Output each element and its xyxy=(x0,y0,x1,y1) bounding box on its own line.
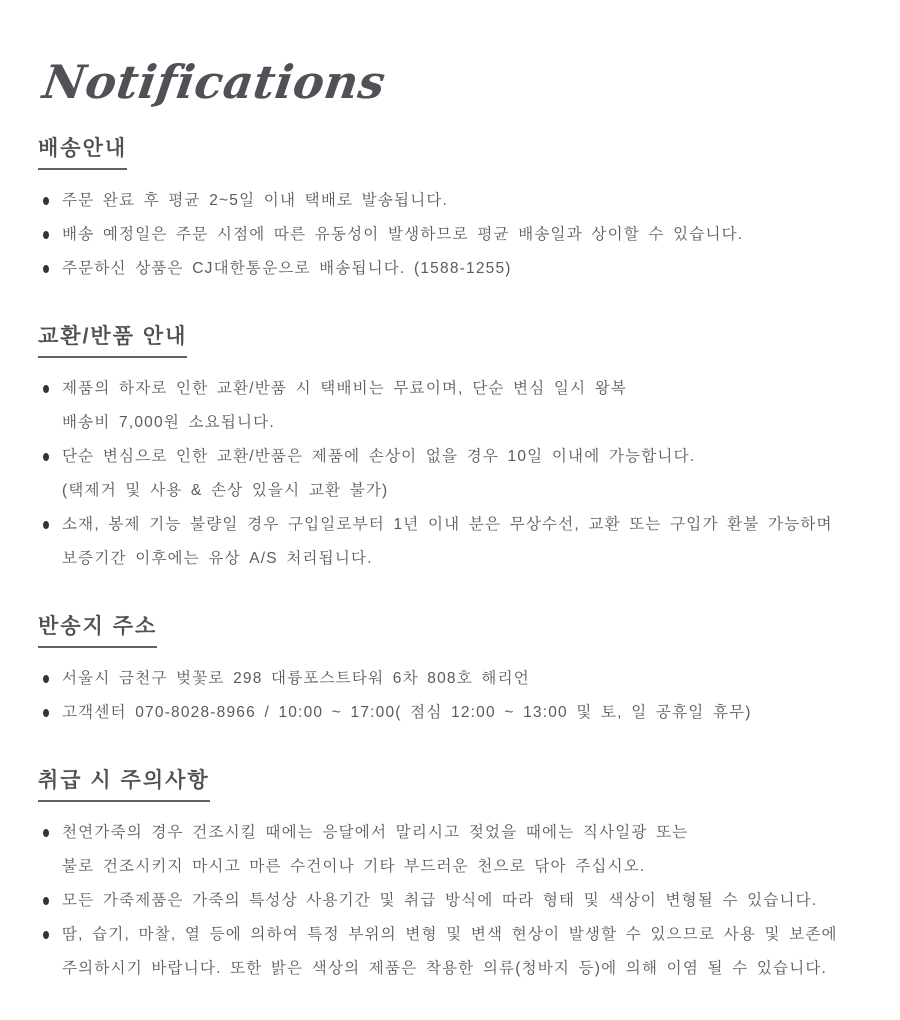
page-title: Notifications xyxy=(39,55,389,109)
notice-line-continuation xyxy=(38,542,880,576)
notice-line xyxy=(38,252,880,286)
section-return-address xyxy=(38,614,880,730)
notice-line-continuation xyxy=(38,406,880,440)
notice-list xyxy=(38,372,880,576)
notice-line xyxy=(38,372,880,406)
notice-text: 주의하시기 바랍니다. 또한 밝은 색상의 제품은 착용한 의류(청바지 등)에 의해 이염 될 수 있습니다. xyxy=(62,960,828,977)
notice-text: 제품의 하자로 인한 교환/반품 시 택배비는 무료이며, 단순 변심 일시 왕복 xyxy=(62,380,628,397)
notice-list xyxy=(38,816,880,986)
notice-text: 주문 완료 후 평균 2~5일 이내 택배로 발송됩니다. xyxy=(62,192,449,209)
bullet-icon xyxy=(43,829,49,837)
notice-line-continuation xyxy=(38,952,880,986)
notice-text: 서울시 금천구 벚꽃로 298 대륭포스트타워 6차 808호 해리언 xyxy=(62,670,530,687)
notice-text: 배송비 7,000원 소요됩니다. xyxy=(62,414,275,431)
section-shipping-info xyxy=(38,136,880,286)
bullet-icon xyxy=(43,709,49,717)
section-heading-exchange-return: 교환/반품 안내 xyxy=(38,324,187,358)
notice-line xyxy=(38,218,880,252)
bullet-icon xyxy=(43,197,49,205)
section-heading-return-address: 반송지 주소 xyxy=(38,614,157,648)
bullet-icon xyxy=(43,265,49,273)
bullet-icon xyxy=(43,931,49,939)
bullet-icon xyxy=(43,675,49,683)
notice-line xyxy=(38,508,880,542)
notice-text: 땀, 습기, 마찰, 열 등에 의하여 특정 부위의 변형 및 변색 현상이 발생할 수 있으므로 사용 및 보존에 xyxy=(62,926,838,943)
notice-text: 모든 가죽제품은 가죽의 특성상 사용기간 및 취급 방식에 따라 형태 및 색상이 변형될 수 있습니다. xyxy=(62,892,818,909)
bullet-icon xyxy=(43,231,49,239)
notice-text: (택제거 및 사용 & 손상 있을시 교환 불가) xyxy=(62,482,389,499)
notice-text: 주문하신 상품은 CJ대한통운으로 배송됩니다. (1588-1255) xyxy=(62,260,512,277)
notice-text: 천연가죽의 경우 건조시킬 때에는 응달에서 말리시고 젖었을 때에는 직사일광 또는 xyxy=(62,824,689,841)
notice-line-continuation xyxy=(38,474,880,508)
section-heading-handling-precautions: 취급 시 주의사항 xyxy=(38,768,210,802)
section-heading-shipping: 배송안내 xyxy=(38,136,127,170)
notice-list xyxy=(38,184,880,286)
section-exchange-return xyxy=(38,324,880,576)
notice-line xyxy=(38,662,880,696)
bullet-icon xyxy=(43,453,49,461)
notice-line xyxy=(38,884,880,918)
bullet-icon xyxy=(43,385,49,393)
notice-text: 배송 예정일은 주문 시점에 따른 유동성이 발생하므로 평균 배송일과 상이할 수 있습니다. xyxy=(62,226,744,243)
notice-list xyxy=(38,662,880,730)
notice-line xyxy=(38,816,880,850)
notice-line-continuation xyxy=(38,850,880,884)
notice-text: 불로 건조시키지 마시고 마른 수건이나 기타 부드러운 천으로 닦아 주십시오. xyxy=(62,858,646,875)
notice-line xyxy=(38,696,880,730)
bullet-icon xyxy=(43,897,49,905)
notice-line xyxy=(38,184,880,218)
notice-text: 단순 변심으로 인한 교환/반품은 제품에 손상이 없을 경우 10일 이내에 가능합니다. xyxy=(62,448,696,465)
notice-text: 소재, 봉제 기능 불량일 경우 구입일로부터 1년 이내 분은 무상수선, 교환 또는 구입가 환불 가능하며 xyxy=(62,516,833,533)
notice-line xyxy=(38,918,880,952)
section-handling-precautions xyxy=(38,768,880,986)
notice-line xyxy=(38,440,880,474)
notice-text: 고객센터 070-8028-8966 / 10:00 ~ 17:00( 점심 12:00 ~ 13:00 및 토, 일 공휴일 휴무) xyxy=(62,704,752,721)
bullet-icon xyxy=(43,521,49,529)
notice-text: 보증기간 이후에는 유상 A/S 처리됩니다. xyxy=(62,550,373,567)
